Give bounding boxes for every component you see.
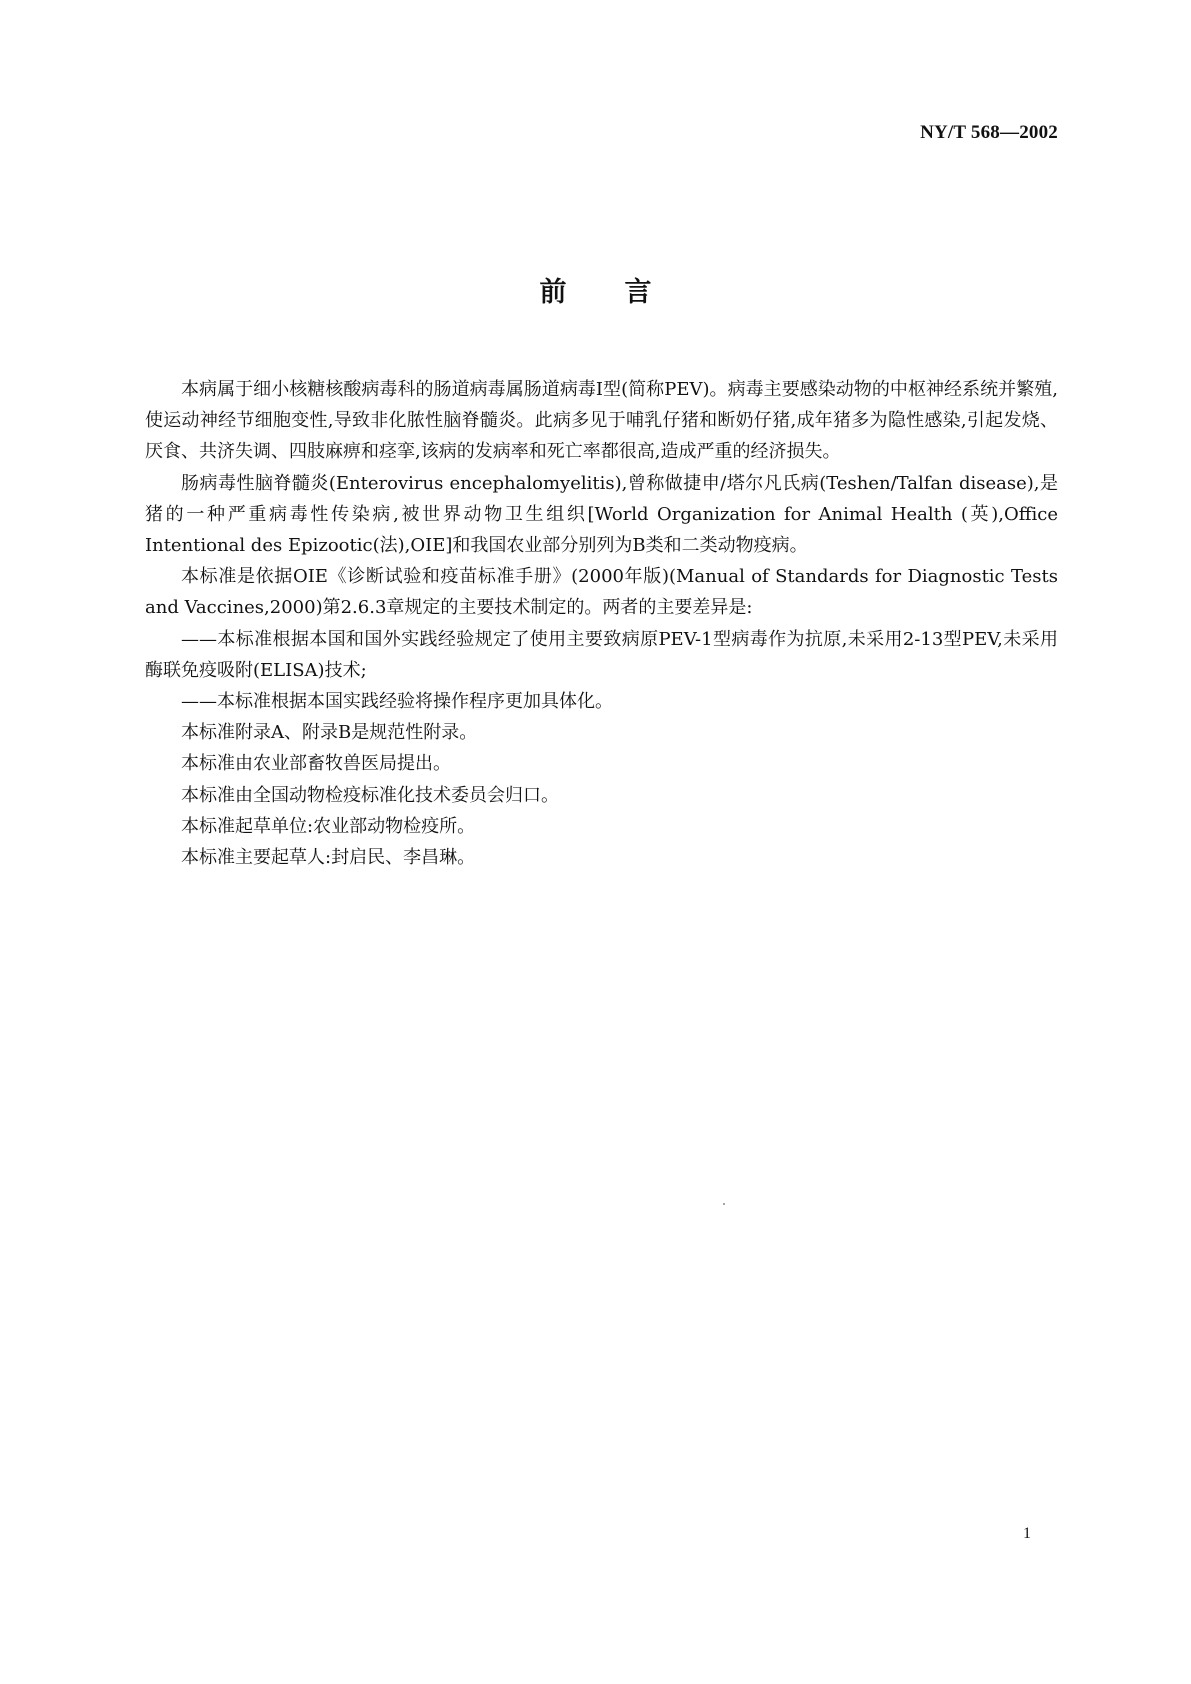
standard-code: NY/T 568—2002 [920, 122, 1058, 143]
page-number: 1 [1023, 1525, 1031, 1542]
page-title: 前言 [539, 277, 710, 308]
paragraph-committee: 本标准由全国动物检疫标准化技术委员会归口。 [181, 784, 559, 806]
paragraph-disease-names: 肠病毒性脑脊髓炎(Enterovirus encephalomyelitis),曾称做捷申/塔尔凡氏病(Teshen/Talfan disease),是猪的一种严重病毒性传染病,被世界动物卫生组织[World Organization for Animal Health (英),Office Intentional des Epizootic(法),OIE]和我国农业部分别列为B类和二类动物疫病。 [145, 472, 1058, 557]
paragraph-annexes: 本标准附录A、附录B是规范性附录。 [181, 722, 478, 744]
paragraph-basis: 本标准是依据OIE《诊断试验和疫苗标准手册》(2000年版)(Manual of Standards for Diagnostic Tests and Vaccines,2000)第2.6.3章规定的主要技术制定的。两者的主要差异是: [145, 566, 1058, 619]
paragraph-drafting-unit: 本标准起草单位:农业部动物检疫所。 [181, 815, 476, 837]
paragraph-difference-1: ——本标准根据本国和国外实践经验规定了使用主要致病原PEV-1型病毒作为抗原,未采用2-13型PEV,未采用酶联免疫吸附(ELISA)技术; [145, 628, 1058, 681]
paragraph-proposer: 本标准由农业部畜牧兽医局提出。 [181, 753, 451, 775]
scan-speck [723, 1203, 725, 1205]
foreword-body [145, 374, 1058, 873]
paragraph-disease-intro: 本病属于细小核糖核酸病毒科的肠道病毒属肠道病毒Ⅰ型(简称PEV)。病毒主要感染动物的中枢神经系统并繁殖,使运动神经节细胞变性,导致非化脓性脑脊髓炎。此病多见于哺乳仔猪和断奶仔猪,成年猪多为隐性感染,引起发烧、厌食、共济失调、四肢麻痹和痉挛,该病的发病率和死亡率都很高,造成严重的经济损失。 [145, 379, 1058, 463]
paragraph-drafters: 本标准主要起草人:封启民、李昌琳。 [181, 847, 476, 869]
paragraph-difference-2: ——本标准根据本国实践经验将操作程序更加具体化。 [181, 691, 613, 713]
